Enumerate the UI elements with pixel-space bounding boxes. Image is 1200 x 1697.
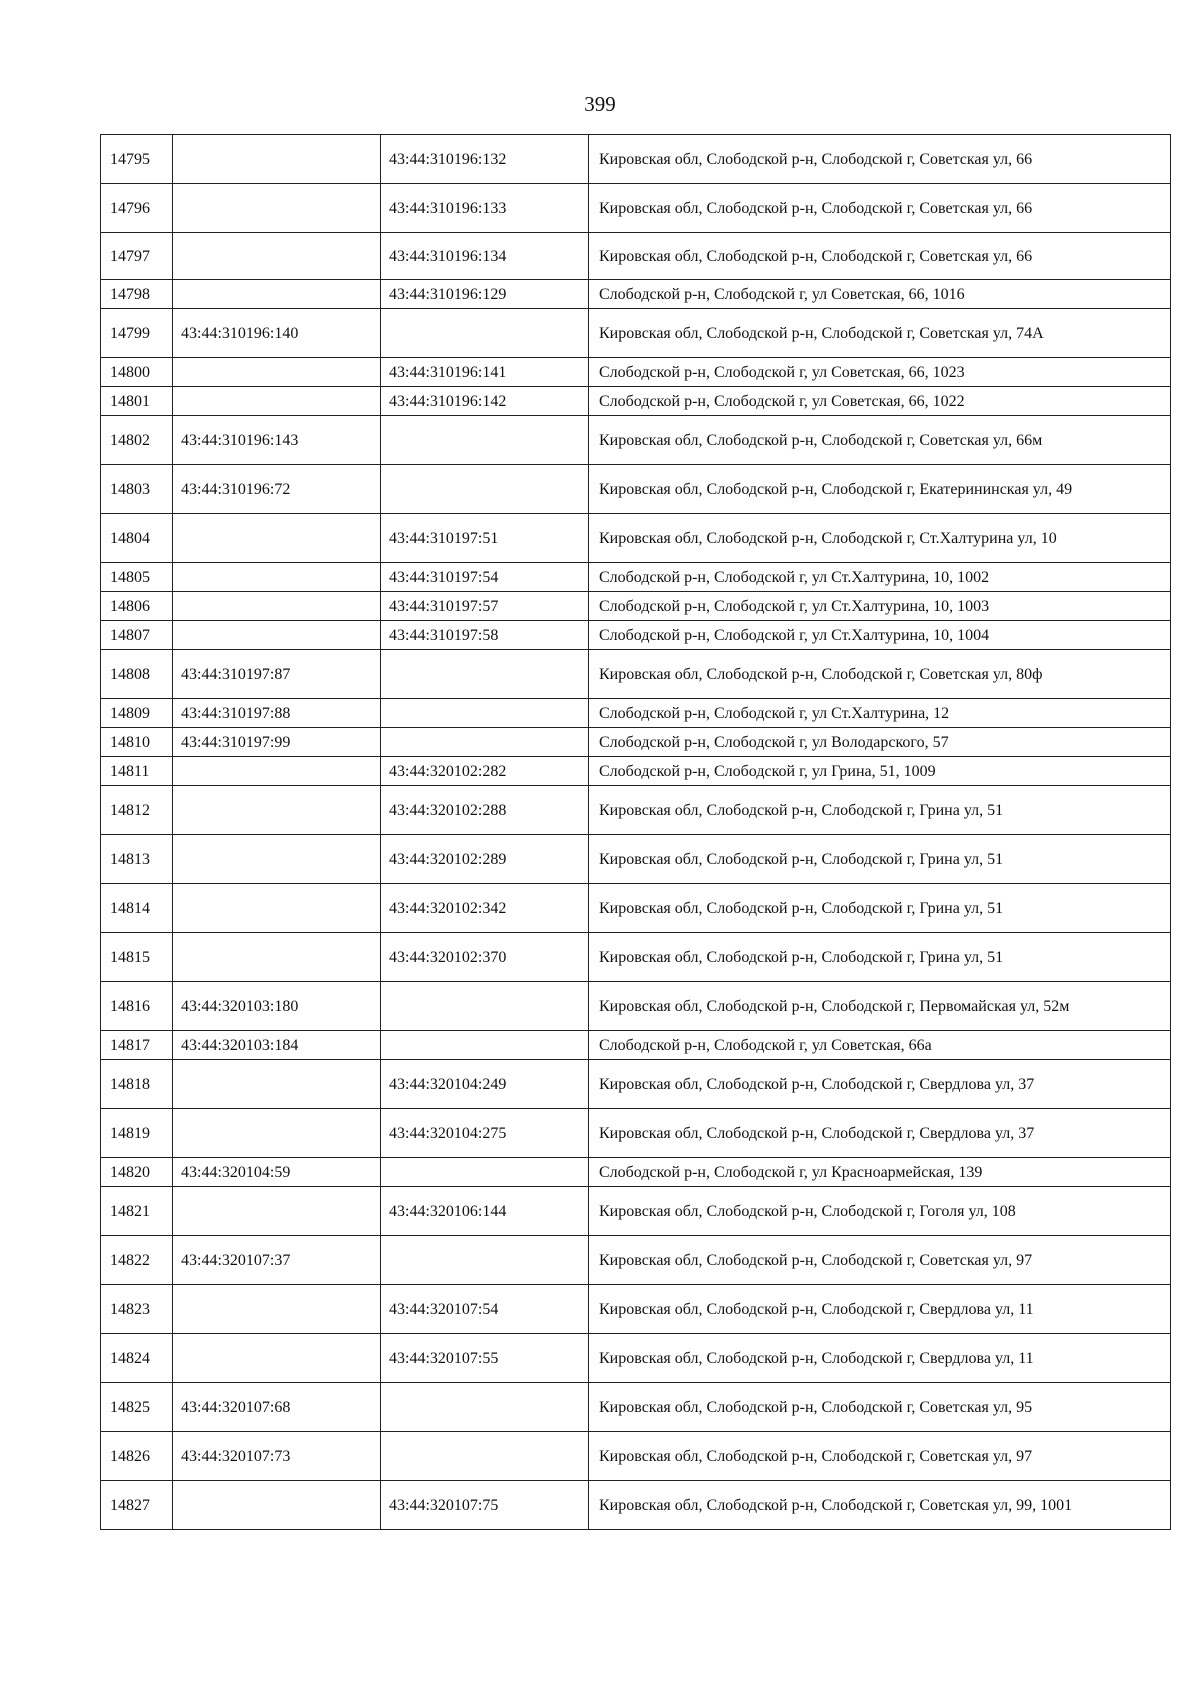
cadastral-number-a-cell — [173, 621, 381, 650]
cadastral-number-a-cell: 43:44:320103:180 — [173, 982, 381, 1031]
address-cell: Кировская обл, Слободской р-н, Слободской г, Грина ул, 51 — [589, 835, 1171, 884]
cadastral-number-b-cell — [381, 982, 589, 1031]
table-row — [101, 135, 1171, 184]
row-number-cell: 14797 — [101, 233, 173, 280]
cadastral-number-b-cell: 43:44:320102:342 — [381, 884, 589, 933]
address-cell: Кировская обл, Слободской р-н, Слободской г, Советская ул, 97 — [589, 1432, 1171, 1481]
address-cell: Слободской р-н, Слободской г, ул Советская, 66, 1022 — [589, 387, 1171, 416]
cadastral-number-b-cell — [381, 1432, 589, 1481]
address-cell: Слободской р-н, Слободской г, ул Ст.Халтурина, 10, 1002 — [589, 563, 1171, 592]
row-number-cell: 14805 — [101, 563, 173, 592]
cadastral-number-a-cell: 43:44:320107:68 — [173, 1383, 381, 1432]
address-cell: Кировская обл, Слободской р-н, Слободской г, Советская ул, 97 — [589, 1236, 1171, 1285]
address-cell: Кировская обл, Слободской р-н, Слободской г, Грина ул, 51 — [589, 884, 1171, 933]
cadastral-number-a-cell: 43:44:320103:184 — [173, 1031, 381, 1060]
table-row — [101, 563, 1171, 592]
cadastral-number-a-cell — [173, 280, 381, 309]
cadastral-number-b-cell — [381, 1383, 589, 1432]
cadastral-number-a-cell: 43:44:320104:59 — [173, 1158, 381, 1187]
row-number-cell: 14798 — [101, 280, 173, 309]
row-number-cell: 14796 — [101, 184, 173, 233]
table-row — [101, 1187, 1171, 1236]
row-number-cell: 14824 — [101, 1334, 173, 1383]
cadastral-number-a-cell — [173, 933, 381, 982]
cadastral-number-a-cell — [173, 358, 381, 387]
cadastral-number-a-cell — [173, 387, 381, 416]
table-row — [101, 1158, 1171, 1187]
table-row — [101, 184, 1171, 233]
row-number-cell: 14817 — [101, 1031, 173, 1060]
cadastral-number-b-cell — [381, 1158, 589, 1187]
table-row — [101, 1432, 1171, 1481]
cadastral-number-b-cell: 43:44:320107:54 — [381, 1285, 589, 1334]
table-row — [101, 1236, 1171, 1285]
address-cell: Кировская обл, Слободской р-н, Слободской г, Советская ул, 66м — [589, 416, 1171, 465]
table-row — [101, 1109, 1171, 1158]
address-cell: Слободской р-н, Слободской г, ул Грина, 51, 1009 — [589, 757, 1171, 786]
table-row — [101, 387, 1171, 416]
row-number-cell: 14826 — [101, 1432, 173, 1481]
cadastral-number-a-cell — [173, 184, 381, 233]
row-number-cell: 14814 — [101, 884, 173, 933]
address-cell: Кировская обл, Слободской р-н, Слободской г, Свердлова ул, 37 — [589, 1109, 1171, 1158]
row-number-cell: 14816 — [101, 982, 173, 1031]
table-row — [101, 1060, 1171, 1109]
cadastral-number-b-cell — [381, 728, 589, 757]
address-cell: Кировская обл, Слободской р-н, Слободской г, Грина ул, 51 — [589, 933, 1171, 982]
cadastral-number-b-cell: 43:44:320102:370 — [381, 933, 589, 982]
table-row — [101, 280, 1171, 309]
row-number-cell: 14804 — [101, 514, 173, 563]
cadastral-number-b-cell: 43:44:320102:289 — [381, 835, 589, 884]
table-row — [101, 514, 1171, 563]
cadastral-number-b-cell — [381, 465, 589, 514]
cadastral-number-a-cell — [173, 1285, 381, 1334]
cadastral-number-a-cell — [173, 1187, 381, 1236]
row-number-cell: 14815 — [101, 933, 173, 982]
cadastral-number-a-cell — [173, 233, 381, 280]
table-row — [101, 786, 1171, 835]
cadastral-number-a-cell — [173, 884, 381, 933]
address-cell: Кировская обл, Слободской р-н, Слободской г, Советская ул, 80ф — [589, 650, 1171, 699]
table-row — [101, 728, 1171, 757]
address-cell: Кировская обл, Слободской р-н, Слободской г, Свердлова ул, 37 — [589, 1060, 1171, 1109]
table-row — [101, 699, 1171, 728]
address-cell: Слободской р-н, Слободской г, ул Красноармейская, 139 — [589, 1158, 1171, 1187]
table-row — [101, 884, 1171, 933]
row-number-cell: 14819 — [101, 1109, 173, 1158]
table-row — [101, 933, 1171, 982]
table-row — [101, 1285, 1171, 1334]
table-row — [101, 835, 1171, 884]
cadastral-number-a-cell — [173, 1060, 381, 1109]
cadastral-number-a-cell: 43:44:310196:140 — [173, 309, 381, 358]
table-row — [101, 416, 1171, 465]
table-row — [101, 309, 1171, 358]
cadastral-number-a-cell: 43:44:310197:87 — [173, 650, 381, 699]
cadastral-number-b-cell: 43:44:310197:51 — [381, 514, 589, 563]
table-row — [101, 465, 1171, 514]
address-cell: Кировская обл, Слободской р-н, Слободской г, Советская ул, 74А — [589, 309, 1171, 358]
row-number-cell: 14825 — [101, 1383, 173, 1432]
address-cell: Кировская обл, Слободской р-н, Слободской г, Советская ул, 95 — [589, 1383, 1171, 1432]
page-number: 399 — [584, 92, 616, 116]
cadastral-number-b-cell — [381, 1031, 589, 1060]
row-number-cell: 14821 — [101, 1187, 173, 1236]
cadastral-number-b-cell: 43:44:310197:57 — [381, 592, 589, 621]
cadastral-number-b-cell: 43:44:320107:75 — [381, 1481, 589, 1530]
address-cell: Кировская обл, Слободской р-н, Слободской г, Свердлова ул, 11 — [589, 1334, 1171, 1383]
cadastral-number-b-cell — [381, 416, 589, 465]
cadastral-number-b-cell: 43:44:310196:133 — [381, 184, 589, 233]
table-row — [101, 982, 1171, 1031]
address-cell: Кировская обл, Слободской р-н, Слободской г, Советская ул, 66 — [589, 184, 1171, 233]
cadastral-number-b-cell: 43:44:310196:132 — [381, 135, 589, 184]
row-number-cell: 14812 — [101, 786, 173, 835]
table-row — [101, 621, 1171, 650]
address-cell: Слободской р-н, Слободской г, ул Ст.Халтурина, 12 — [589, 699, 1171, 728]
address-cell: Кировская обл, Слободской р-н, Слободской г, Советская ул, 66 — [589, 233, 1171, 280]
address-cell: Слободской р-н, Слободской г, ул Ст.Халтурина, 10, 1004 — [589, 621, 1171, 650]
table-row — [101, 592, 1171, 621]
address-cell: Слободской р-н, Слободской г, ул Володарского, 57 — [589, 728, 1171, 757]
cadastral-number-b-cell — [381, 309, 589, 358]
cadastral-number-b-cell: 43:44:310196:141 — [381, 358, 589, 387]
cadastral-number-b-cell: 43:44:310197:54 — [381, 563, 589, 592]
cadastral-number-b-cell: 43:44:320104:249 — [381, 1060, 589, 1109]
cadastral-number-b-cell: 43:44:320102:288 — [381, 786, 589, 835]
address-cell: Кировская обл, Слободской р-н, Слободской г, Советская ул, 66 — [589, 135, 1171, 184]
cadastral-number-b-cell: 43:44:320107:55 — [381, 1334, 589, 1383]
cadastral-number-a-cell — [173, 1334, 381, 1383]
row-number-cell: 14809 — [101, 699, 173, 728]
cadastral-number-b-cell: 43:44:320102:282 — [381, 757, 589, 786]
address-cell: Кировская обл, Слободской р-н, Слободской г, Первомайская ул, 52м — [589, 982, 1171, 1031]
cadastral-number-a-cell: 43:44:310196:72 — [173, 465, 381, 514]
row-number-cell: 14813 — [101, 835, 173, 884]
table-row — [101, 1481, 1171, 1530]
row-number-cell: 14799 — [101, 309, 173, 358]
cadastral-number-a-cell — [173, 563, 381, 592]
address-cell: Слободской р-н, Слободской г, ул Советская, 66а — [589, 1031, 1171, 1060]
cadastral-number-a-cell: 43:44:310197:88 — [173, 699, 381, 728]
cadastral-number-a-cell — [173, 786, 381, 835]
row-number-cell: 14806 — [101, 592, 173, 621]
address-cell: Кировская обл, Слободской р-н, Слободской г, Грина ул, 51 — [589, 786, 1171, 835]
cadastral-number-a-cell: 43:44:310197:99 — [173, 728, 381, 757]
cadastral-number-a-cell — [173, 1109, 381, 1158]
address-cell: Кировская обл, Слободской р-н, Слободской г, Ст.Халтурина ул, 10 — [589, 514, 1171, 563]
table-row — [101, 1334, 1171, 1383]
cadastral-number-a-cell — [173, 835, 381, 884]
row-number-cell: 14820 — [101, 1158, 173, 1187]
cadastral-number-a-cell — [173, 1481, 381, 1530]
row-number-cell: 14807 — [101, 621, 173, 650]
address-cell: Кировская обл, Слободской р-н, Слободской г, Советская ул, 99, 1001 — [589, 1481, 1171, 1530]
row-number-cell: 14808 — [101, 650, 173, 699]
cadastral-number-a-cell: 43:44:310196:143 — [173, 416, 381, 465]
cadastral-number-a-cell: 43:44:320107:37 — [173, 1236, 381, 1285]
cadastral-number-b-cell — [381, 1236, 589, 1285]
address-cell: Слободской р-н, Слободской г, ул Советская, 66, 1023 — [589, 358, 1171, 387]
row-number-cell: 14801 — [101, 387, 173, 416]
cadastral-number-a-cell: 43:44:320107:73 — [173, 1432, 381, 1481]
address-cell: Кировская обл, Слободской р-н, Слободской г, Свердлова ул, 11 — [589, 1285, 1171, 1334]
row-number-cell: 14827 — [101, 1481, 173, 1530]
cadastral-number-b-cell: 43:44:320104:275 — [381, 1109, 589, 1158]
table-row — [101, 1031, 1171, 1060]
cadastral-number-a-cell — [173, 514, 381, 563]
row-number-cell: 14795 — [101, 135, 173, 184]
cadastral-number-a-cell — [173, 135, 381, 184]
row-number-cell: 14810 — [101, 728, 173, 757]
row-number-cell: 14802 — [101, 416, 173, 465]
cadastral-number-b-cell — [381, 699, 589, 728]
cadastral-number-a-cell — [173, 592, 381, 621]
row-number-cell: 14818 — [101, 1060, 173, 1109]
row-number-cell: 14800 — [101, 358, 173, 387]
address-cell: Кировская обл, Слободской р-н, Слободской г, Екатерининская ул, 49 — [589, 465, 1171, 514]
cadastral-table — [100, 134, 1171, 1530]
cadastral-number-b-cell — [381, 650, 589, 699]
cadastral-number-b-cell: 43:44:320106:144 — [381, 1187, 589, 1236]
address-cell: Кировская обл, Слободской р-н, Слободской г, Гоголя ул, 108 — [589, 1187, 1171, 1236]
table-row — [101, 650, 1171, 699]
cadastral-number-b-cell: 43:44:310196:134 — [381, 233, 589, 280]
table-row — [101, 233, 1171, 280]
table-row — [101, 358, 1171, 387]
address-cell: Слободской р-н, Слободской г, ул Советская, 66, 1016 — [589, 280, 1171, 309]
cadastral-number-a-cell — [173, 757, 381, 786]
row-number-cell: 14811 — [101, 757, 173, 786]
cadastral-number-b-cell: 43:44:310196:142 — [381, 387, 589, 416]
row-number-cell: 14823 — [101, 1285, 173, 1334]
row-number-cell: 14803 — [101, 465, 173, 514]
row-number-cell: 14822 — [101, 1236, 173, 1285]
table-body — [101, 135, 1171, 1530]
cadastral-number-b-cell: 43:44:310197:58 — [381, 621, 589, 650]
table-row — [101, 757, 1171, 786]
table-row — [101, 1383, 1171, 1432]
cadastral-number-b-cell: 43:44:310196:129 — [381, 280, 589, 309]
address-cell: Слободской р-н, Слободской г, ул Ст.Халтурина, 10, 1003 — [589, 592, 1171, 621]
